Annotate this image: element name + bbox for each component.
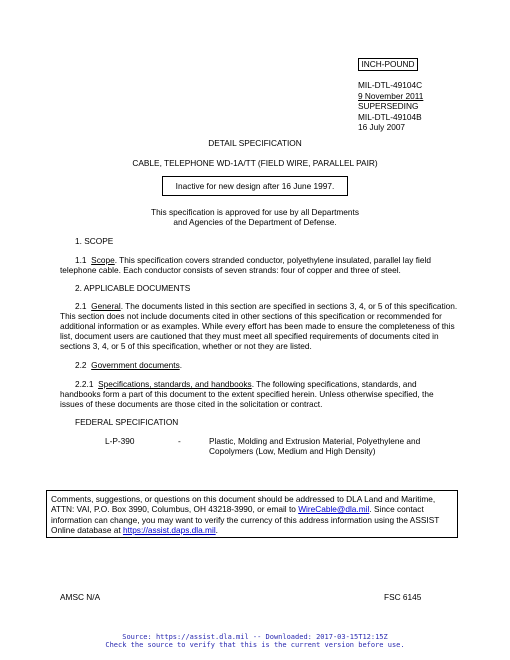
para-2-2-number: 2.2 <box>75 360 87 370</box>
assist-url-link[interactable]: https://assist.daps.dla.mil <box>122 525 216 536</box>
source-line-1: Source: https://assist.dla.mil -- Downloaded: 2017-03-15T12:15Z <box>122 633 388 641</box>
superseding-label: SUPERSEDING <box>358 101 419 111</box>
paragraph-2-1 <box>60 301 458 351</box>
paragraph-2-2-1 <box>60 379 458 409</box>
section-2-heading: 2. APPLICABLE DOCUMENTS <box>75 283 191 293</box>
para-2-2-title: Government documents <box>91 360 180 370</box>
document-identifier <box>358 80 423 133</box>
para-1-1-text: . This specification covers stranded conductor, polyethylene insulated, parallel lay field telephone cable. Each conductor consists of seven strands: four of copper and three of steel. <box>60 255 431 275</box>
para-2-1-text: . The documents listed in this section are specified in sections 3, 4, or 5 of this specification. This section does not include documents cited in other sections of this specification or recommended for additional information or as examples. While every effort has been made to ensure the completeness of this list, document users are cautioned that they must meet all specified requirements of documents cited in sections 3, 4, or 5 of this specification, whether or not they are listed. <box>60 301 458 351</box>
comments-text-continued: . Since contact information can change, you may want to verify the currency of this address information using the ASSIST Online database at <box>51 504 440 536</box>
amsc-label: AMSC N/A <box>60 592 101 602</box>
inactive-notice: Inactive for new design after 16 June 1997. <box>162 176 348 196</box>
para-1-1-title: Scope <box>91 255 115 265</box>
inch-pound-label: INCH-POUND <box>358 58 418 71</box>
para-2-1-title: General <box>91 301 121 311</box>
para-2-2-end: . <box>179 360 183 370</box>
spec-name-title: CABLE, TELEPHONE WD-1A/TT (FIELD WIRE, PARALLEL PAIR) <box>132 158 378 168</box>
spec-type-title: DETAIL SPECIFICATION <box>208 138 302 148</box>
superseded-doc-date: 16 July 2007 <box>358 122 406 132</box>
section-1-heading: 1. SCOPE <box>75 236 114 246</box>
reference-description: Plastic, Molding and Extrusion Material, Polyethylene and Copolymers (Low, Medium and High Density) <box>209 436 421 456</box>
para-2-1-number: 2.1 <box>75 301 87 311</box>
comments-text: Comments, suggestions, or questions on this document should be addressed to DLA Land and Maritime, ATTN: VAI, P.O. Box 3990, Columbus, OH 43218-3990, or email to <box>51 494 436 515</box>
doc-date: 9 November 2011 <box>358 90 424 101</box>
comments-text-end: . <box>215 525 218 536</box>
approval-line-1: This specification is approved for use by all Departments <box>151 207 359 217</box>
superseded-doc-number: MIL-DTL-49104B <box>358 111 422 122</box>
comments-box <box>46 490 458 538</box>
reference-id: L-P-390 <box>105 436 135 446</box>
source-watermark <box>0 633 510 649</box>
source-line-2: Check the source to verify that this is the current version before use. <box>105 641 405 650</box>
approval-statement <box>0 207 510 227</box>
para-2-2-1-text: . The following specifications, standards, and handbooks form a part of this document to the extent specified herein. Unless otherwise specified, the issues of these documents are those cited in the solicitation or contract. <box>60 379 434 409</box>
doc-number: MIL-DTL-49104C <box>358 80 423 90</box>
para-2-2-1-title: Specifications, standards, and handbooks <box>98 379 252 389</box>
reference-dash: - <box>178 436 181 446</box>
para-1-1-number: 1.1 <box>75 255 87 265</box>
paragraph-1-1 <box>60 255 458 275</box>
para-2-2-1-number: 2.2.1 <box>75 379 94 389</box>
federal-spec-heading: FEDERAL SPECIFICATION <box>75 417 179 427</box>
fsc-label: FSC 6145 <box>384 592 422 602</box>
email-link[interactable]: WireCable@dla.mil <box>298 504 370 515</box>
paragraph-2-2 <box>75 360 182 370</box>
approval-line-2: and Agencies of the Department of Defense. <box>173 217 337 227</box>
